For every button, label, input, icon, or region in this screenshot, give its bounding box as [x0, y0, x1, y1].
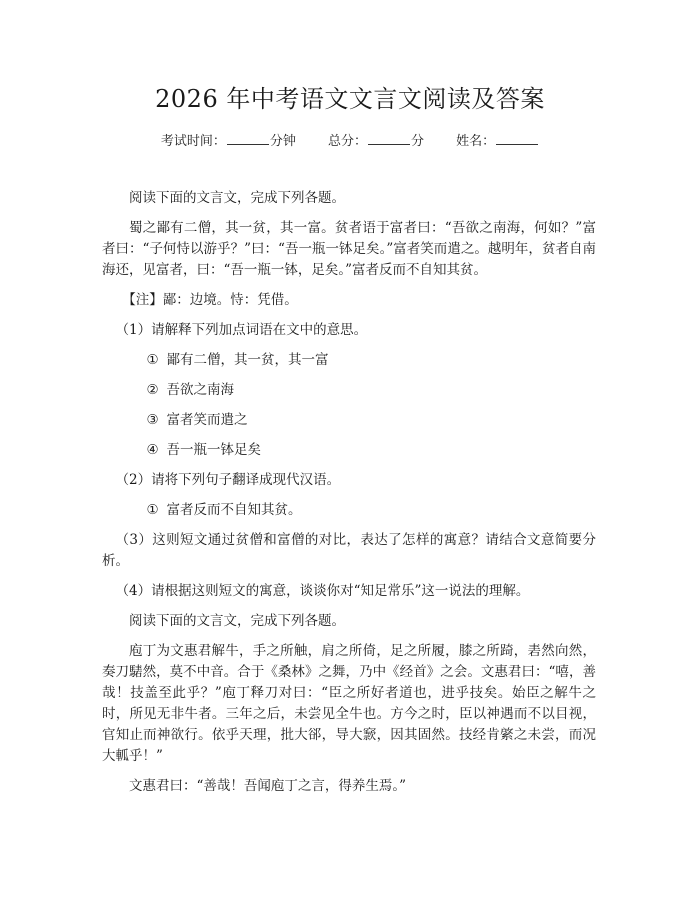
question-1-item-1: ① 鄙有二僧，其一贫，其一富	[146, 352, 329, 368]
section2-intro: 阅读下面的文言文，完成下列各题。	[129, 613, 345, 629]
exam-name: 姓名：	[456, 132, 539, 151]
document-body	[102, 188, 596, 806]
document-title: 2026 年中考语文文言文阅读及答案	[155, 85, 545, 113]
question-2-item-1: ① 富者反而不自知其贫。	[146, 502, 302, 518]
question-4: （4）请根据这则短文的寓意，谈谈你对“知足常乐”这一说法的理解。	[115, 583, 530, 599]
exam-time: 考试时间： 分钟	[160, 134, 296, 149]
name-blank	[496, 132, 538, 145]
section2-passage: 庖丁为文惠君解牛，手之所触，肩之所倚，足之所履，膝之所踦，砉然向然，奏刀騞然，莫不中音。合于《桑林》之舞，乃中《经首》之会。文惠君曰：“嘻，善哉！技盖至此乎？”庖丁释刀对曰：“臣之所好者道也，进乎技矣。始臣之解牛之时，所见无非牛者。三年之后，未尝见全牛也。方今之时，臣以神遇而不以目视，官知止而神欲行。依乎天理，批大郤，导大窾，因其固然。技经肯綮之未尝，而况大軱乎！”	[102, 643, 596, 764]
time-blank	[227, 132, 269, 145]
section1-note: 【注】鄙：边境。恃：凭借。	[122, 292, 298, 308]
question-2: （2）请将下列句子翻译成现代汉语。	[115, 472, 341, 488]
question-1: （1）请解释下列加点词语在文中的意思。	[115, 322, 368, 338]
question-1-item-3: ③ 富者笑而遣之	[146, 412, 248, 428]
score-blank	[368, 132, 410, 145]
question-3: （3）这则短文通过贫僧和富僧的对比，表达了怎样的寓意？请结合文意简要分析。	[102, 532, 596, 569]
question-1-item-2: ② 吾欲之南海	[146, 382, 235, 398]
exam-meta	[0, 132, 700, 151]
question-1-item-4: ④ 吾一瓶一钵足矣	[146, 442, 262, 458]
section1-passage: 蜀之鄙有二僧，其一贫，其一富。贫者语于富者曰：“吾欲之南海，何如？”富者曰：“子何恃以游乎？”曰：“吾一瓶一钵足矣。”富者笑而遣之。越明年，贫者自南海还，见富者，曰：“吾一瓶一钵，足矣。”富者反而不自知其贫。	[102, 220, 596, 278]
section1-intro: 阅读下面的文言文，完成下列各题。	[129, 190, 345, 206]
exam-score: 总分： 分	[327, 134, 425, 149]
section2-closing: 文惠君曰：“善哉！吾闻庖丁之言，得养生焉。”	[129, 778, 407, 794]
